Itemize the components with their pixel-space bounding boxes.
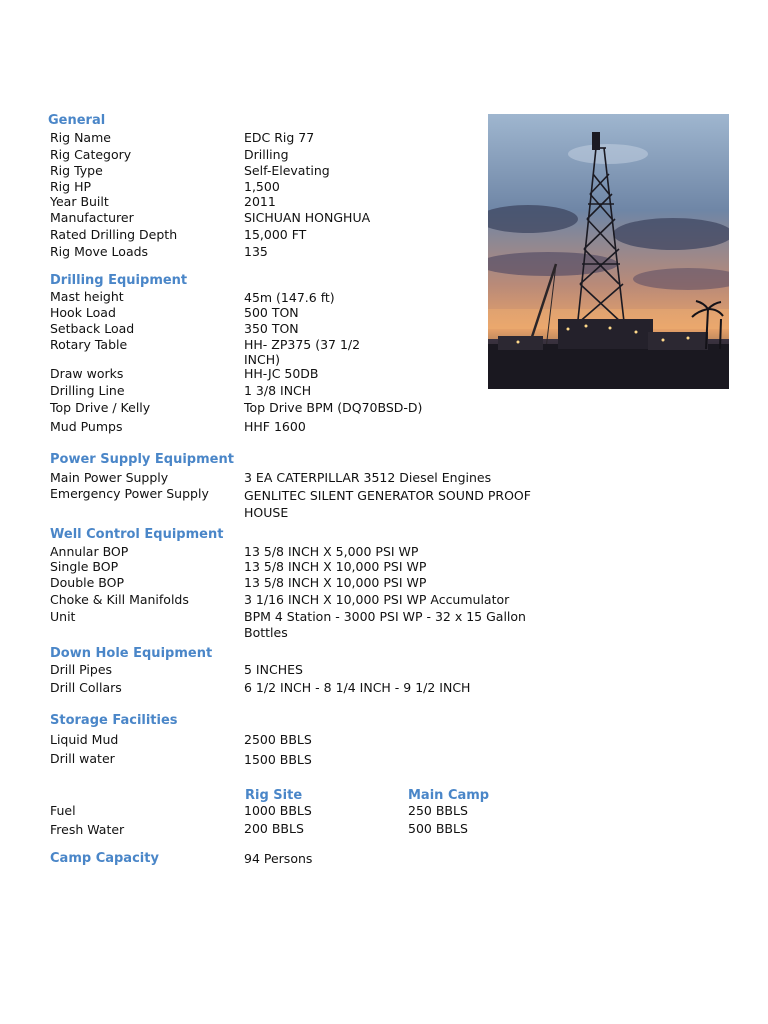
value-setback-load: 350 TON xyxy=(244,321,299,336)
value-emergency-power-supply: GENLITEC SILENT GENERATOR SOUND PROOF HOUSE xyxy=(244,488,531,520)
value-fuel-rig-site: 1000 BBLS xyxy=(244,803,312,818)
value-double-bop: 13 5/8 INCH X 10,000 PSI WP xyxy=(244,575,427,590)
value-fresh-water-main-camp: 500 BBLS xyxy=(408,821,468,836)
label-rig-category: Rig Category xyxy=(50,147,132,162)
value-unit: BPM 4 Station - 3000 PSI WP - 32 x 15 Gallon Bottles xyxy=(244,609,526,640)
label-rig-hp: Rig HP xyxy=(50,179,92,194)
section-heading-power-supply: Power Supply Equipment xyxy=(50,452,234,467)
label-main-power-supply: Main Power Supply xyxy=(50,470,169,485)
label-choke-kill-manifolds: Choke & Kill Manifolds xyxy=(50,592,189,607)
label-double-bop: Double BOP xyxy=(50,575,124,590)
label-drill-collars: Drill Collars xyxy=(50,680,122,695)
value-drill-pipes: 5 INCHES xyxy=(244,662,303,677)
label-rig-type: Rig Type xyxy=(50,163,103,178)
label-emergency-power-supply: Emergency Power Supply xyxy=(50,486,209,501)
value-drilling-line: 1 3/8 INCH xyxy=(244,383,312,398)
value-annular-bop: 13 5/8 INCH X 5,000 PSI WP xyxy=(244,544,419,559)
label-rig-move-loads: Rig Move Loads xyxy=(50,244,149,259)
label-manufacturer: Manufacturer xyxy=(50,210,134,225)
value-liquid-mud: 2500 BBLS xyxy=(244,732,312,747)
label-rotary-table: Rotary Table xyxy=(50,337,128,352)
label-drill-water: Drill water xyxy=(50,751,115,766)
label-hook-load: Hook Load xyxy=(50,305,116,320)
value-fresh-water-rig-site: 200 BBLS xyxy=(244,821,304,836)
value-single-bop: 13 5/8 INCH X 10,000 PSI WP xyxy=(244,559,427,574)
label-setback-load: Setback Load xyxy=(50,321,135,336)
value-rated-drilling-depth: 15,000 FT xyxy=(244,227,307,242)
label-liquid-mud: Liquid Mud xyxy=(50,732,119,747)
label-year-built: Year Built xyxy=(50,194,109,209)
value-camp-capacity: 94 Persons xyxy=(244,851,313,866)
value-rotary-table: HH- ZP375 (37 1/2 INCH) xyxy=(244,337,361,367)
value-drill-water: 1500 BBLS xyxy=(244,752,312,767)
value-hook-load: 500 TON xyxy=(244,305,299,320)
value-rig-name: EDC Rig 77 xyxy=(244,130,315,145)
value-top-drive-kelly: Top Drive BPM (DQ70BSD-D) xyxy=(244,400,423,415)
value-mud-pumps: HHF 1600 xyxy=(244,419,306,434)
section-heading-drilling-equipment: Drilling Equipment xyxy=(50,273,188,288)
section-heading-general: General xyxy=(48,113,106,128)
value-fuel-main-camp: 250 BBLS xyxy=(408,803,468,818)
value-draw-works: HH-JC 50DB xyxy=(244,366,319,381)
label-single-bop: Single BOP xyxy=(50,559,119,574)
label-draw-works: Draw works xyxy=(50,366,124,381)
value-rig-move-loads: 135 xyxy=(244,244,268,259)
value-manufacturer: SICHUAN HONGHUA xyxy=(244,210,371,225)
value-rig-category: Drilling xyxy=(244,147,289,162)
label-rig-name: Rig Name xyxy=(50,130,111,145)
value-drill-collars: 6 1/2 INCH - 8 1/4 INCH - 9 1/2 INCH xyxy=(244,680,471,695)
section-heading-down-hole: Down Hole Equipment xyxy=(50,646,213,661)
label-drilling-line: Drilling Line xyxy=(50,383,125,398)
section-heading-storage: Storage Facilities xyxy=(50,713,178,728)
rig-photo-illustration xyxy=(488,114,729,389)
rig-photo xyxy=(488,114,729,389)
label-unit: Unit xyxy=(50,609,76,624)
section-heading-camp-capacity: Camp Capacity xyxy=(50,851,159,866)
column-heading-main-camp: Main Camp xyxy=(408,788,490,803)
value-rig-hp: 1,500 xyxy=(244,179,280,194)
label-mast-height: Mast height xyxy=(50,289,124,304)
value-choke-kill-manifolds: 3 1/16 INCH X 10,000 PSI WP Accumulator xyxy=(244,592,510,607)
label-drill-pipes: Drill Pipes xyxy=(50,662,113,677)
value-mast-height: 45m (147.6 ft) xyxy=(244,290,335,305)
section-heading-well-control: Well Control Equipment xyxy=(50,527,224,542)
value-main-power-supply: 3 EA CATERPILLAR 3512 Diesel Engines xyxy=(244,470,492,485)
value-rig-type: Self-Elevating xyxy=(244,163,330,178)
label-fuel: Fuel xyxy=(50,803,76,818)
value-year-built: 2011 xyxy=(244,194,276,209)
column-heading-rig-site: Rig Site xyxy=(245,788,303,803)
label-rated-drilling-depth: Rated Drilling Depth xyxy=(50,227,178,242)
label-annular-bop: Annular BOP xyxy=(50,544,129,559)
label-top-drive-kelly: Top Drive / Kelly xyxy=(50,400,151,415)
label-mud-pumps: Mud Pumps xyxy=(50,419,123,434)
label-fresh-water: Fresh Water xyxy=(50,822,125,837)
